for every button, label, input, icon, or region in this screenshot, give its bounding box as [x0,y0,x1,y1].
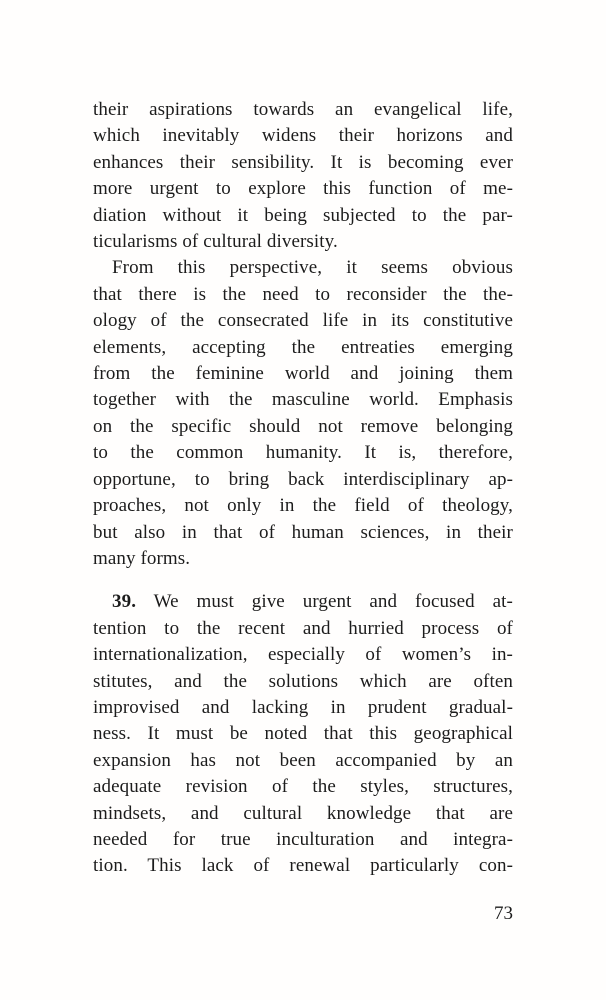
text-line: mindsets, and cultural knowledge that are [93,802,513,824]
text-line: which inevitably widens their horizons and [93,125,513,147]
text-line: diation without it being subjected to the par- [93,204,513,226]
text-line: ness. It must be noted that this geographical [93,723,513,745]
paragraph [93,255,513,572]
text-line: from the feminine world and joining them [93,363,513,385]
text-line: together with the masculine world. Emphasis [93,389,513,411]
text-line: on the specific should not remove belonging [93,415,513,437]
text-block [93,97,513,880]
text-line: From this perspective, it seems obvious [112,257,513,279]
paragraph [93,589,513,879]
page-number: 73 [494,903,513,924]
text-line: expansion has not been accompanied by an [93,749,513,771]
text-line: tention to the recent and hurried process of [93,617,513,639]
text-line: opportune, to bring back interdisciplinary ap- [93,468,513,490]
text-line: but also in that of human sciences, in their [93,521,513,543]
text-line: adequate revision of the styles, structures, [93,776,513,798]
text-line: ology of the consecrated life in its constitutive [93,310,513,332]
text-line: internationalization, especially of women’s in- [93,644,513,666]
text-line: elements, accepting the entreaties emerging [93,336,513,358]
paragraph [93,97,513,255]
text-line: ticularisms of cultural diversity. [93,231,338,253]
text-line: to the common humanity. It is, therefore, [93,442,513,464]
text-line: tion. This lack of renewal particularly con- [93,855,513,877]
text-line: stitutes, and the solutions which are often [93,670,513,692]
text-line: many forms. [93,547,191,569]
text-line: 39. We must give urgent and focused at- [112,591,513,613]
text-line: their aspirations towards an evangelical life, [93,99,513,120]
text-line: needed for true inculturation and integra- [93,828,513,850]
text-line: more urgent to explore this function of me- [93,178,513,200]
text-line: enhances their sensibility. It is becoming ever [93,151,513,173]
text-line: that there is the need to reconsider the the- [93,283,513,305]
paragraph-number: 39. [112,591,137,613]
text-line: proaches, not only in the field of theology, [93,495,513,517]
text-line: improvised and lacking in prudent gradual- [93,696,513,718]
